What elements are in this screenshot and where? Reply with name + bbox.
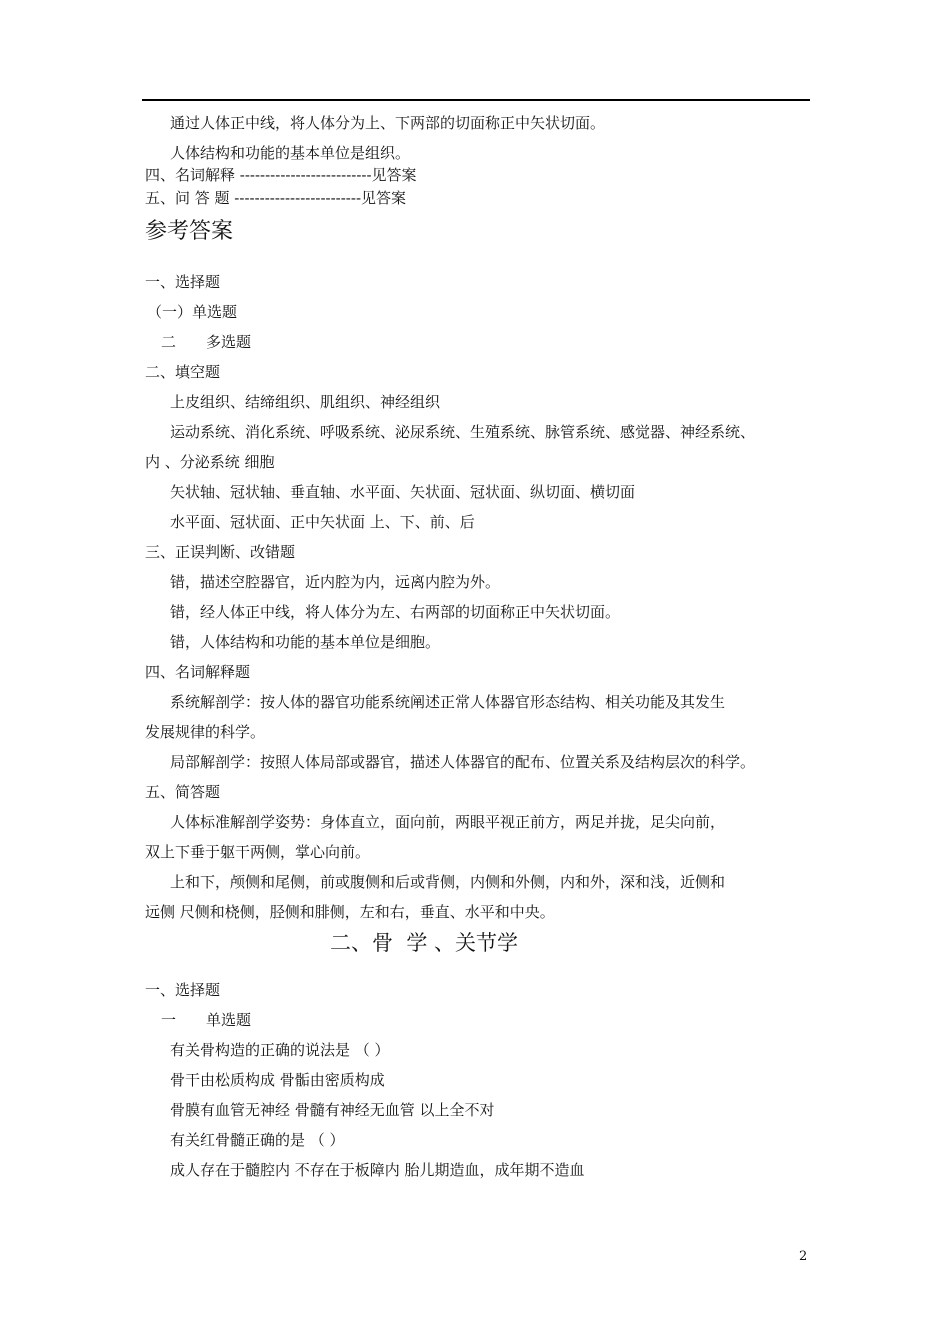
text-line: 人体标准解剖学姿势：身体直立，面向前，两眼平视正前方，两足并拢，足尖向前， bbox=[170, 813, 726, 831]
text-line: 上和下，颅侧和尾侧，前或腹侧和后或背侧，内侧和外侧，内和外，深和浅，近侧和 bbox=[170, 873, 726, 891]
text-line: 骨干由松质构成 骨骺由密质构成 bbox=[170, 1071, 385, 1089]
text-line: 错，描述空腔器官，近内腔为内，远离内腔为外。 bbox=[170, 573, 501, 591]
text-line: 错，人体结构和功能的基本单位是细胞。 bbox=[170, 633, 441, 651]
text-line: 四、名词解释题 bbox=[145, 663, 251, 681]
text-line: 系统解剖学：按人体的器官功能系统阐述正常人体器官形态结构、相关功能及其发生 bbox=[170, 693, 726, 711]
text-line: 五、问 答 题 -------------------------见答案 bbox=[145, 189, 407, 207]
text-line: 内 、分泌系统 细胞 bbox=[145, 453, 275, 471]
header-rule bbox=[142, 99, 810, 101]
text-line: 矢状轴、冠状轴、垂直轴、水平面、矢状面、冠状面、纵切面、横切面 bbox=[170, 483, 636, 501]
text-line: 水平面、冠状面、正中矢状面 上、下、前、后 bbox=[170, 513, 475, 531]
text-line: 错，经人体正中线，将人体分为左、右两部的切面称正中矢状切面。 bbox=[170, 603, 621, 621]
text-line: 四、名词解释 --------------------------见答案 bbox=[145, 166, 417, 184]
text-line: 五、简答题 bbox=[145, 783, 221, 801]
text-line: 一、选择题 bbox=[145, 273, 221, 291]
section-heading: 二、骨 学 、关节学 bbox=[330, 931, 519, 955]
text-line: （一）单选题 bbox=[147, 303, 238, 321]
text-line: 通过人体正中线，将人体分为上、下两部的切面称正中矢状切面。 bbox=[170, 114, 606, 132]
text-line: 二 多选题 bbox=[161, 333, 252, 351]
text-line: 成人存在于髓腔内 不存在于板障内 胎儿期造血，成年期不造血 bbox=[170, 1161, 585, 1179]
text-line: 一、选择题 bbox=[145, 981, 221, 999]
text-line: 有关红骨髓正确的是 （ ） bbox=[170, 1131, 345, 1149]
text-line: 二、填空题 bbox=[145, 363, 221, 381]
text-line: 一 单选题 bbox=[161, 1011, 252, 1029]
text-line: 局部解剖学：按照人体局部或器官，描述人体器官的配布、位置关系及结构层次的科学。 bbox=[170, 753, 756, 771]
text-line: 双上下垂于躯干两侧，掌心向前。 bbox=[145, 843, 371, 861]
text-line: 远侧 尺侧和桡侧，胫侧和腓侧，左和右，垂直、水平和中央。 bbox=[145, 903, 555, 921]
text-line: 三、正误判断、改错题 bbox=[145, 543, 296, 561]
page-number: 2 bbox=[799, 1249, 808, 1264]
text-line: 骨膜有血管无神经 骨髓有神经无血管 以上全不对 bbox=[170, 1101, 495, 1119]
text-line: 运动系统、消化系统、呼吸系统、泌尿系统、生殖系统、脉管系统、感觉器、神经系统、 bbox=[170, 423, 756, 441]
text-line: 人体结构和功能的基本单位是组织。 bbox=[170, 144, 411, 162]
answers-heading: 参考答案 bbox=[145, 219, 234, 244]
text-line: 上皮组织、结缔组织、肌组织、神经组织 bbox=[170, 393, 441, 411]
text-line: 有关骨构造的正确的说法是 （ ） bbox=[170, 1041, 390, 1059]
text-line: 发展规律的科学。 bbox=[145, 723, 266, 741]
